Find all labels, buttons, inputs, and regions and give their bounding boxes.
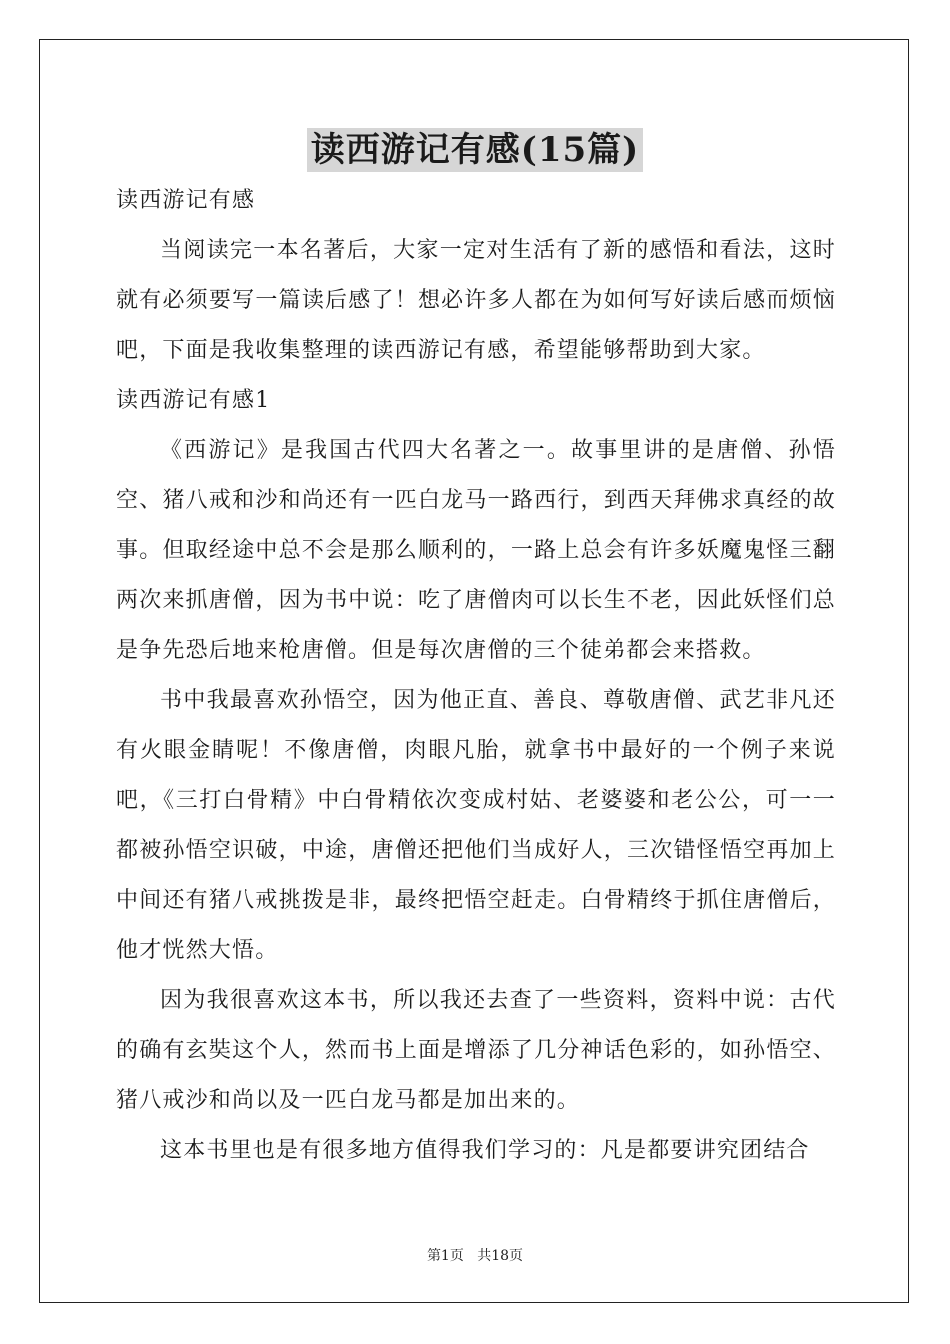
page-number: 第1页 [426,1248,464,1264]
section-heading: 读西游记有感 [116,188,256,213]
page-footer [0,1245,950,1265]
paragraph: 当阅读完一本名著后，大家一定对生活有了新的感悟和看法，这时就有必须要写一篇读后感了！想必许多人都在为如何写好读后感而烦恼吧，下面是我收集整理的读西游记有感，希望能够帮助到大家。 [116,238,836,363]
paragraph: 书中我最喜欢孙悟空，因为他正直、善良、尊敬唐僧、武艺非凡还有火眼金睛呢！不像唐僧，肉眼凡胎，就拿书中最好的一个例子来说吧，《三打白骨精》中白骨精依次变成村姑、老婆婆和老公公，可一一都被孙悟空识破，中途，唐僧还把他们当成好人，三次错怪悟空再加上中间还有猪八戒挑拨是非，最终把悟空赶走。白骨精终于抓住唐僧后，他才恍然大悟。 [116,688,836,963]
paragraph: 《西游记》是我国古代四大名著之一。故事里讲的是唐僧、孙悟空、猪八戒和沙和尚还有一匹白龙马一路西行，到西天拜佛求真经的故事。但取经途中总不会是那么顺利的，一路上总会有许多妖魔鬼怪三翻两次来抓唐僧，因为书中说：吃了唐僧肉可以长生不老，因此妖怪们总是争先恐后地来枪唐僧。但是每次唐僧的三个徒弟都会来搭救。 [116,438,836,663]
paragraph: 这本书里也是有很多地方值得我们学习的：凡是都要讲究团结合 [160,1138,810,1163]
page-total: 共18页 [477,1248,524,1264]
document-body [116,176,836,1176]
paragraph: 因为我很喜欢这本书，所以我还去查了一些资料，资料中说：古代的确有玄奘这个人，然而书上面是增添了几分神话色彩的，如孙悟空、猪八戒沙和尚以及一匹白龙马都是加出来的。 [116,988,836,1113]
title-wrap [0,128,950,172]
section-heading: 读西游记有感1 [116,388,271,413]
document-title: 读西游记有感(15篇) [307,128,644,172]
